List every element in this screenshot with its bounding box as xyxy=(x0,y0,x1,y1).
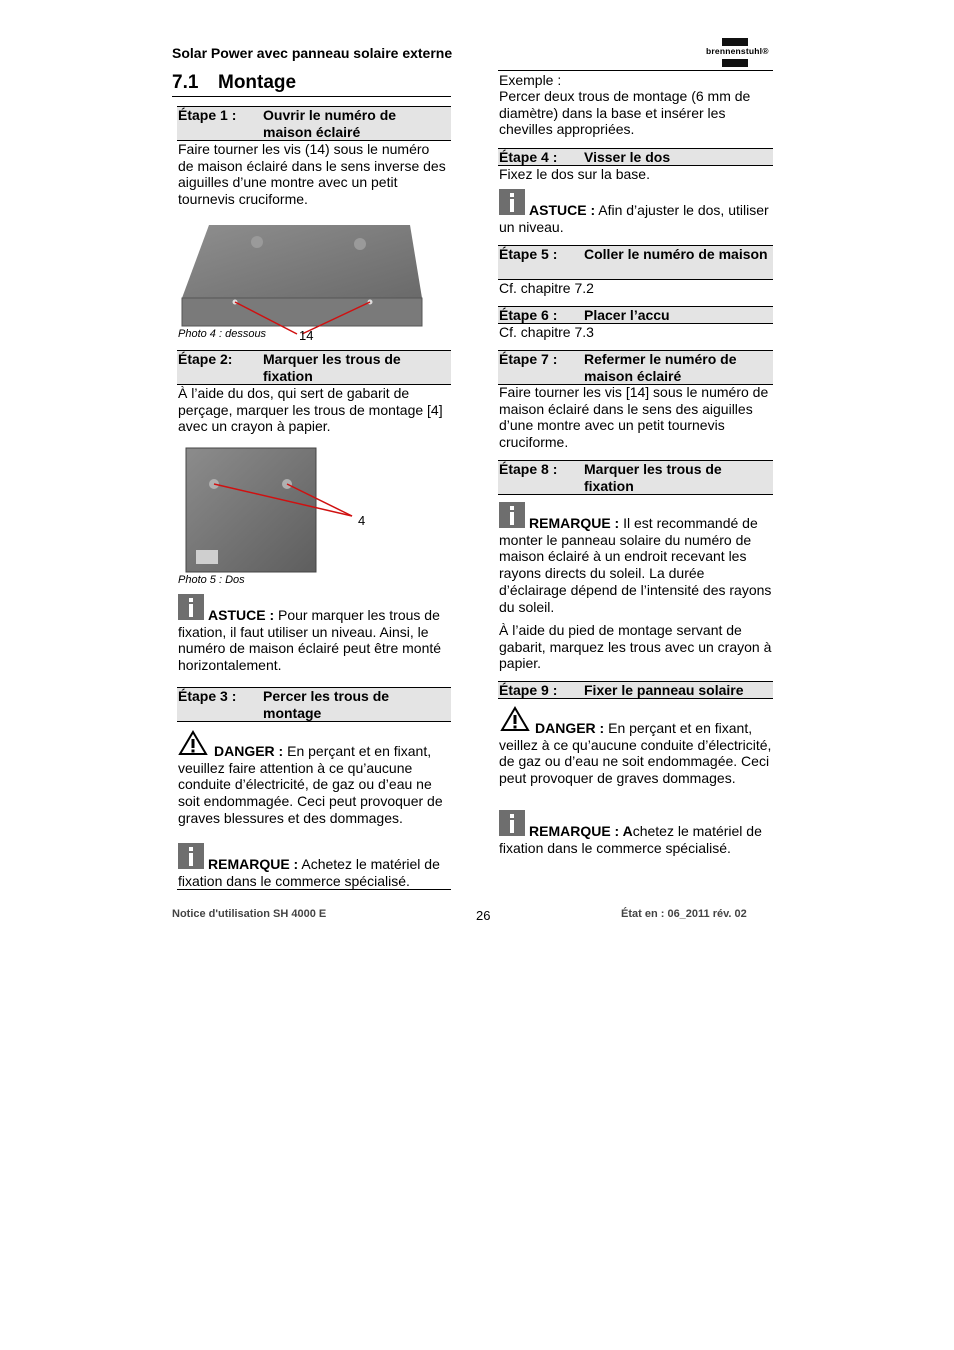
remarque-text: chetez le matériel de fixation dans le commerce spécialisé. xyxy=(499,823,762,856)
astuce-text: Pour marquer les trous de fixation, il faut utiliser un niveau. Ainsi, le numéro de maison éclairé peut être monté horizontalement. xyxy=(178,607,442,674)
step-4-text: Fixez le dos sur la base. xyxy=(499,166,650,182)
astuce-right xyxy=(499,202,773,235)
step-5-header xyxy=(498,245,773,280)
remarque-text: Achetez le matériel de fixation dans le commerce spécialisé. xyxy=(178,856,440,889)
photo-4-underside xyxy=(177,222,451,344)
step-7-text: Faire tourner les vis [14] sous le numéro de maison éclairé dans le sens des aiguilles d’une montre avec un petit tournevis cruciforme. xyxy=(499,384,769,451)
step-label: Étape 4 : xyxy=(499,149,558,165)
step-label: Étape 5 : xyxy=(499,246,558,262)
step-label: Étape 1 : xyxy=(178,107,237,123)
step-title: Percer les trous de montage xyxy=(263,688,390,721)
photo-4-caption: Photo 4 : dessous xyxy=(178,328,267,340)
running-header: Solar Power avec panneau solaire externe xyxy=(172,45,453,61)
step-title: Marquer les trous de fixation xyxy=(263,351,401,384)
danger-label: DANGER : xyxy=(214,743,284,759)
step-title: Placer l’accu xyxy=(584,307,670,323)
photo-4-callout: 14 xyxy=(299,328,314,343)
remarque-right-2 xyxy=(499,823,773,856)
astuce-text: Afin d’ajuster le dos, utiliser un niveau. xyxy=(499,202,769,235)
danger-text: En perçant et en fixant, veuillez faire attention à ce qu’aucune conduite d’électricité, de gaz ou d’eau ne soit endommagée. Ceci peut provoquer de graves blessures et des dommages. xyxy=(178,743,443,826)
section-heading xyxy=(172,72,296,94)
photo-4-hole xyxy=(354,238,366,250)
astuce-left xyxy=(178,607,452,674)
step-6-header xyxy=(498,306,773,324)
step-5-text: Cf. chapitre 7.2 xyxy=(499,280,594,296)
step-title: Coller le numéro de maison xyxy=(584,246,768,262)
step-label: Étape 3 : xyxy=(178,688,237,704)
logo-text: brennenstuhl® xyxy=(706,46,769,56)
danger-right xyxy=(499,720,773,787)
exemple-body: Percer deux trous de montage (6 mm de diamètre) dans la base et insérer les chevilles appropriées. xyxy=(499,88,751,138)
step-1-header xyxy=(177,106,451,141)
page-number: 26 xyxy=(476,908,491,923)
astuce-label: ASTUCE : xyxy=(208,607,275,623)
step-title: Ouvrir le numéro de maison éclairé xyxy=(263,107,397,140)
photo-5-callout: 4 xyxy=(358,513,366,528)
section-number: 7.1 xyxy=(172,72,199,93)
step-title: Fixer le panneau solaire xyxy=(584,682,744,698)
danger-left xyxy=(178,743,452,827)
remarque-label: REMARQUE : xyxy=(529,515,620,531)
step-label: Étape 7 : xyxy=(499,351,558,367)
pied-text: À l’aide du pied de montage servant de gabarit, marquez les trous avec un crayon à papier. xyxy=(499,622,772,672)
photo-5-back xyxy=(184,446,374,574)
photo-4-top-face xyxy=(182,225,422,298)
step-label: Étape 8 : xyxy=(499,461,558,477)
exemple-label: Exemple : xyxy=(499,72,562,88)
step-7-header xyxy=(498,350,773,385)
remarque-label: REMARQUE : xyxy=(208,856,299,872)
section-title: Montage xyxy=(218,72,297,93)
footer-left: Notice d'utilisation SH 4000 E xyxy=(172,908,327,920)
step-1-text: Faire tourner les vis (14) sous le numéro de maison éclairé dans le sens inverse des aiguilles d’une montre avec un petit tournevis cruciforme. xyxy=(178,141,446,208)
step-label: Étape 2: xyxy=(178,351,233,367)
astuce-label: ASTUCE : xyxy=(529,202,596,218)
remarque-right-1 xyxy=(499,515,773,615)
remarque-label: REMARQUE : A xyxy=(529,823,633,839)
step-title: Visser le dos xyxy=(584,149,671,165)
step-8-header xyxy=(498,460,773,495)
step-label: Étape 9 : xyxy=(499,682,558,698)
step-label: Étape 6 : xyxy=(499,307,558,323)
step-6-text: Cf. chapitre 7.3 xyxy=(499,324,594,340)
step-2-header xyxy=(177,350,451,385)
remarque-text: Il est recommandé de monter le panneau solaire du numéro de maison éclairé à un endroit recevant les rayons directs du soleil. La durée d’éclairage dépend de l’intensité des rayons du soleil. xyxy=(499,515,772,615)
logo-bar-top xyxy=(722,38,748,46)
step-3-header xyxy=(177,687,451,722)
brand-logo xyxy=(706,38,772,68)
remarque-left xyxy=(178,856,452,889)
step-4-header xyxy=(498,148,773,166)
footer-right: État en : 06_2011 rév. 02 xyxy=(621,908,747,920)
step-title: Marquer les trous de fixation xyxy=(584,461,722,494)
photo-4-front-face xyxy=(182,298,422,326)
photo-4-hole xyxy=(251,236,263,248)
photo-5-caption: Photo 5 : Dos xyxy=(178,574,245,586)
logo-bar-bottom xyxy=(722,59,748,67)
left-bottom-rule xyxy=(177,889,451,890)
photo-5-label xyxy=(196,550,218,564)
danger-text: En perçant et en fixant, veillez à ce qu’aucune conduite d’électricité, de gaz ou d’eau ne soit endommagée. Ceci peut provoquer de graves dommages. xyxy=(499,720,772,787)
danger-label: DANGER : xyxy=(535,720,605,736)
right-top-rule xyxy=(498,70,773,71)
step-9-header xyxy=(498,681,773,699)
step-2-text: À l’aide du dos, qui sert de gabarit de perçage, marquer les trous de montage [4] avec un crayon à papier. xyxy=(178,385,443,435)
heading-rule xyxy=(172,96,451,97)
step-title: Refermer le numéro de maison éclairé xyxy=(584,351,737,384)
